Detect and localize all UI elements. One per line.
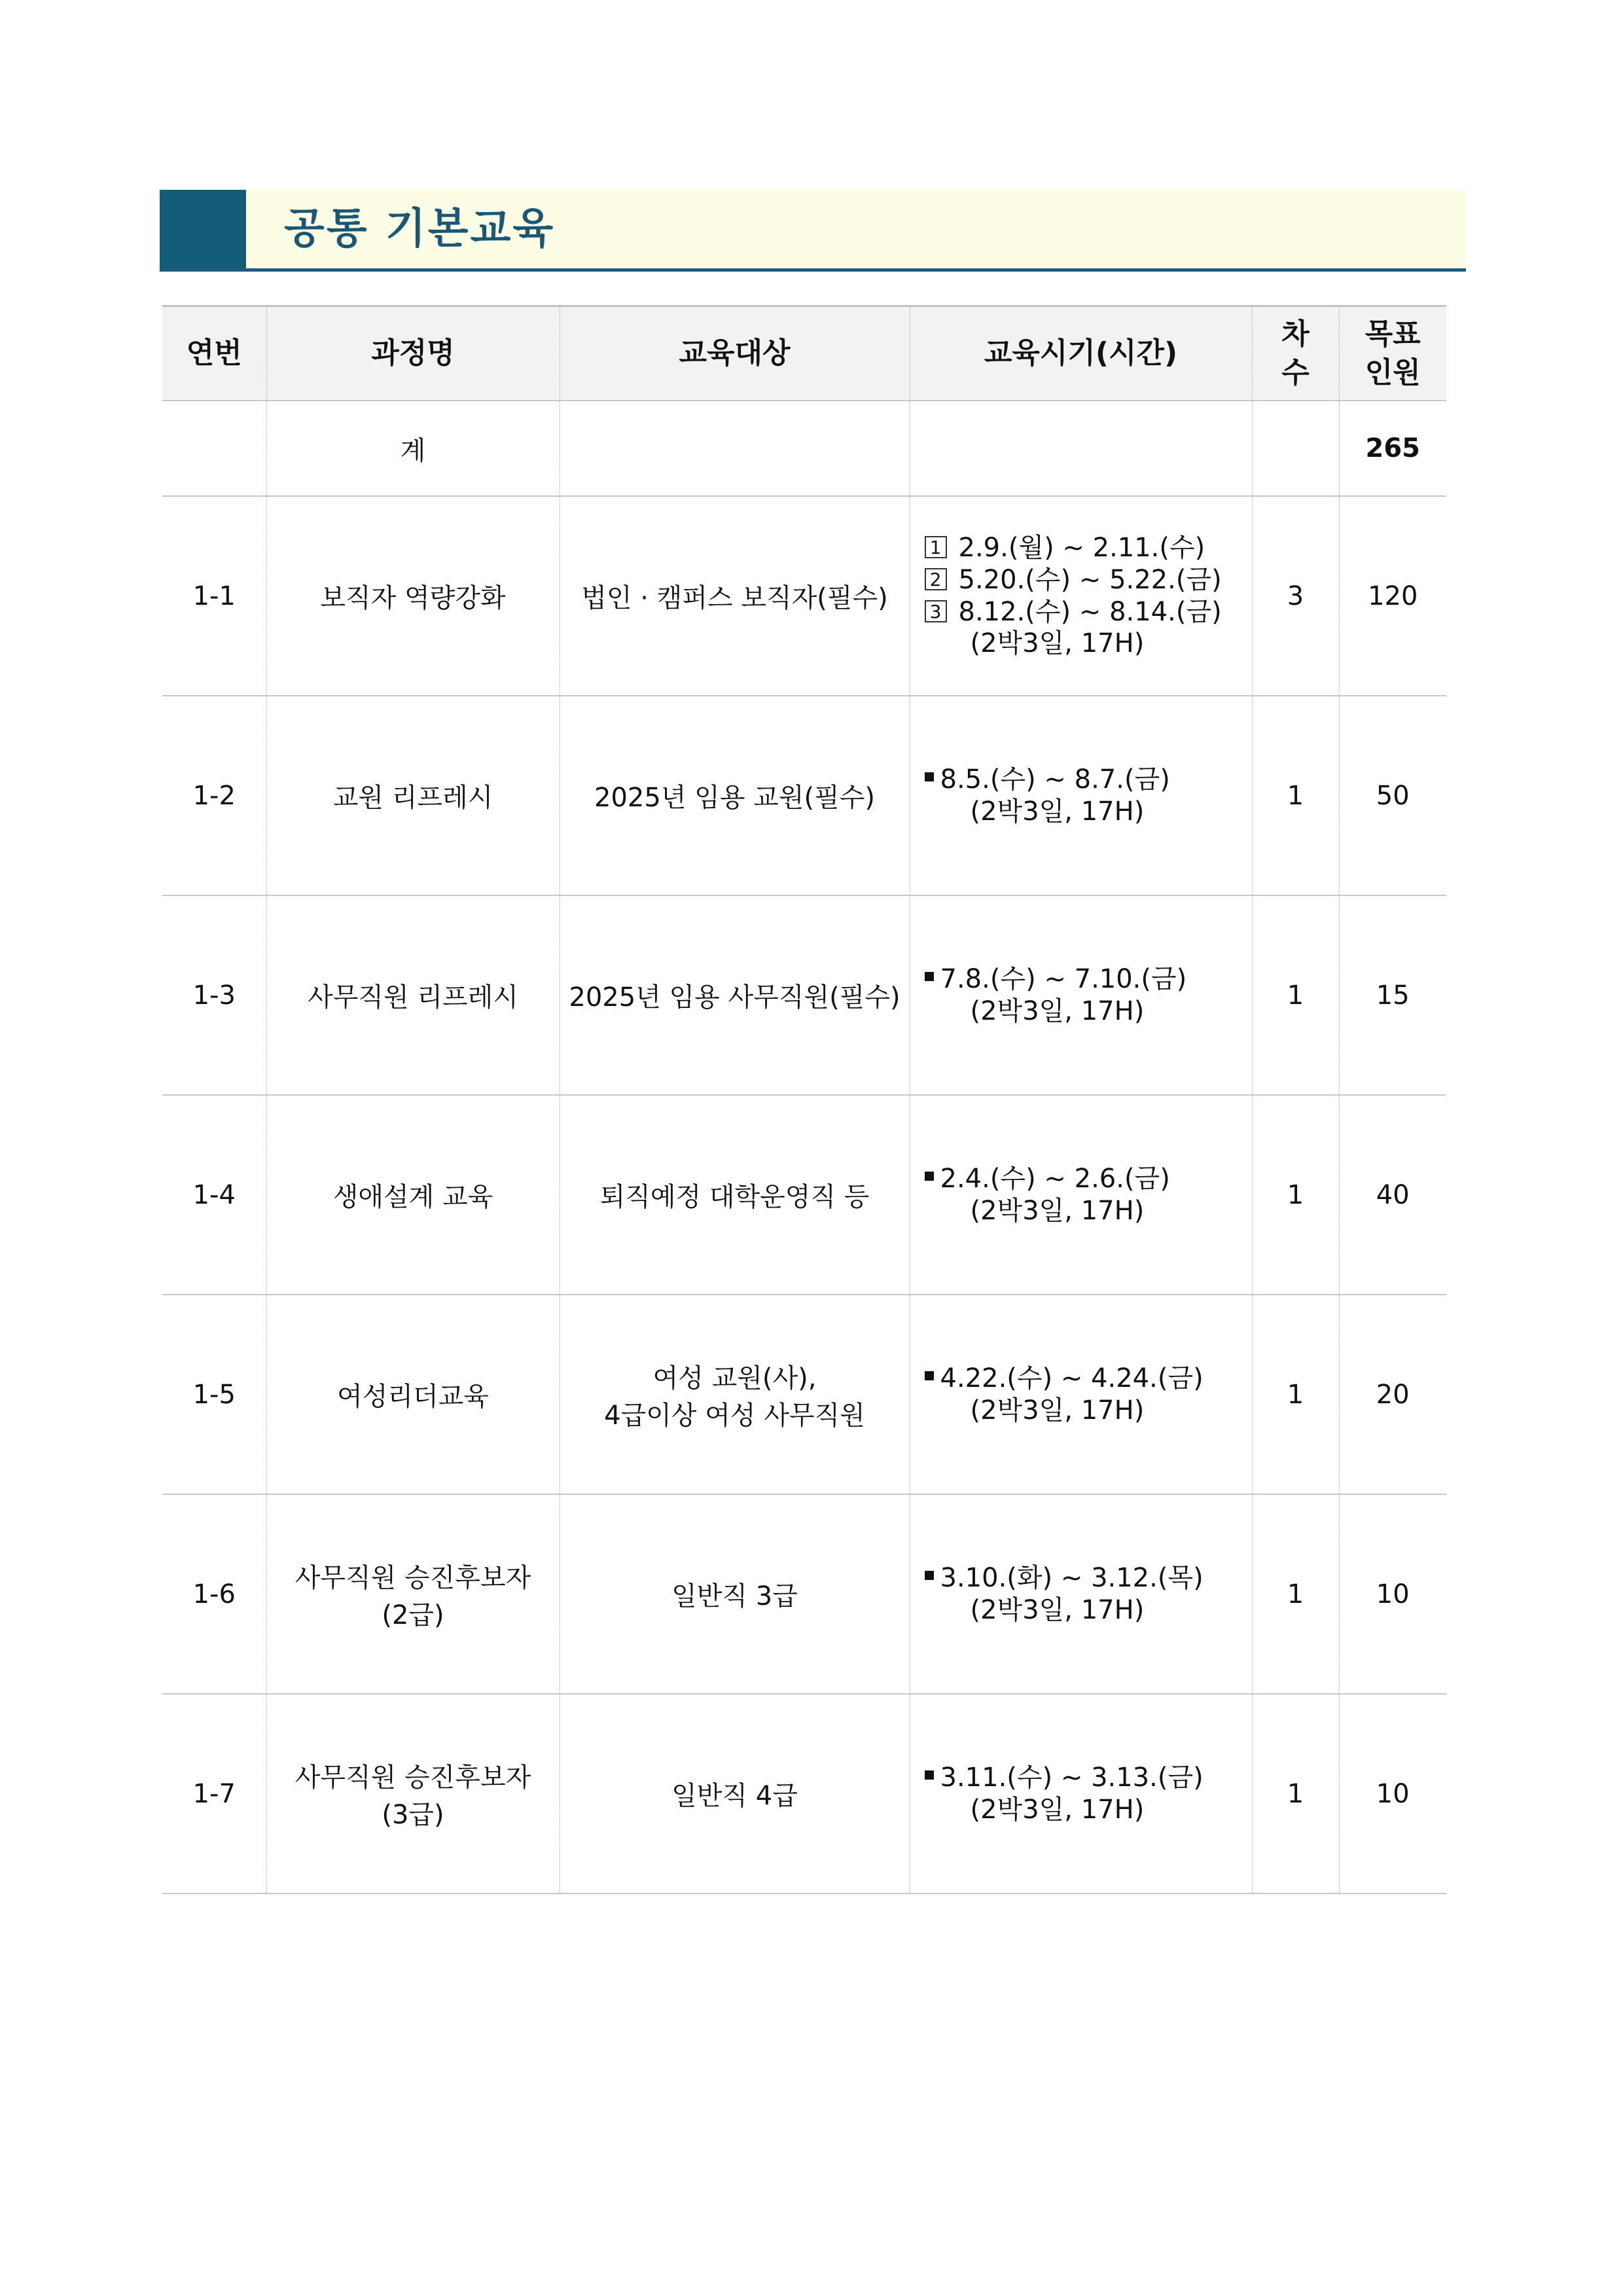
- rounds: 1: [1252, 696, 1339, 895]
- target: [560, 696, 910, 895]
- schedule-line: [925, 564, 1252, 596]
- total-no-cell: [162, 401, 266, 496]
- table-row: [162, 696, 1446, 895]
- square-bullet-icon: [925, 1371, 934, 1380]
- square-bullet-icon: [925, 1571, 934, 1580]
- goal: 120: [1339, 496, 1446, 696]
- number-box-icon: 3: [925, 600, 947, 622]
- header-rounds: [1252, 306, 1339, 401]
- schedule-duration: (2박3일, 17H): [970, 1794, 1145, 1825]
- schedule-duration: (2박3일, 17H): [970, 1594, 1145, 1625]
- header-goal-line1: 목표: [1364, 317, 1421, 351]
- title-accent-block: [160, 190, 246, 268]
- schedule-cell: [910, 1295, 1252, 1494]
- total-target-cell: [560, 401, 910, 496]
- schedule-dates: 8.12.(수) ~ 8.14.(금): [958, 596, 1222, 627]
- section-title-bar: [160, 190, 1466, 272]
- schedule-cell: [910, 696, 1252, 895]
- schedule-line: [925, 596, 1252, 628]
- rounds: 3: [1252, 496, 1339, 696]
- schedule-cell: [910, 1694, 1252, 1893]
- rounds: 1: [1252, 1095, 1339, 1295]
- table-row: [162, 1095, 1446, 1295]
- target: [560, 1494, 910, 1694]
- row-no: 1-2: [162, 696, 266, 895]
- square-bullet-icon: [925, 1172, 934, 1181]
- table-header-row: [162, 306, 1446, 401]
- row-no: 1-7: [162, 1694, 266, 1893]
- goal: 10: [1339, 1494, 1446, 1694]
- schedule-dates: 3.11.(수) ~ 3.13.(금): [940, 1762, 1204, 1793]
- schedule-dates: 2.9.(월) ~ 2.11.(수): [958, 532, 1205, 563]
- course-name: [266, 1095, 560, 1295]
- course-name-line1: 교원 리프레시: [332, 783, 493, 813]
- goal: 10: [1339, 1694, 1446, 1893]
- schedule-dates: 2.4.(수) ~ 2.6.(금): [940, 1163, 1170, 1194]
- table-row: [162, 1295, 1446, 1494]
- target: [560, 1095, 910, 1295]
- target: [560, 1694, 910, 1893]
- schedule-dates: 8.5.(수) ~ 8.7.(금): [940, 764, 1170, 795]
- course-name-line1: 여성리더교육: [337, 1382, 489, 1412]
- course-name: [266, 1694, 560, 1893]
- schedule-duration: (2박3일, 17H): [970, 1395, 1145, 1426]
- schedule-duration: (2박3일, 17H): [970, 628, 1145, 659]
- schedule-dates: 7.8.(수) ~ 7.10.(금): [940, 963, 1187, 994]
- header-period: 교육시기(시간): [910, 306, 1252, 401]
- target-line1: 일반직 3급: [671, 1581, 798, 1611]
- schedule-duration: (2박3일, 17H): [970, 796, 1145, 827]
- schedule-dates: 3.10.(화) ~ 3.12.(목): [940, 1562, 1204, 1593]
- target: [560, 895, 910, 1095]
- schedule-line: [925, 764, 1252, 796]
- course-name: [266, 1295, 560, 1494]
- course-name: [266, 496, 560, 696]
- table-row: [162, 895, 1446, 1095]
- course-name: [266, 696, 560, 895]
- total-period-cell: [910, 401, 1252, 496]
- square-bullet-icon: [925, 972, 934, 981]
- goal: 50: [1339, 696, 1446, 895]
- target-line1: 여성 교원(사),: [652, 1363, 817, 1393]
- total-value: 265: [1339, 401, 1446, 496]
- header-rounds-line1: 차: [1281, 317, 1310, 351]
- course-name-line1: 보직자 역량강화: [320, 583, 506, 613]
- schedule-line: [925, 1762, 1252, 1794]
- header-target: 교육대상: [560, 306, 910, 401]
- schedule-duration: (2박3일, 17H): [970, 996, 1145, 1026]
- table-row: [162, 1694, 1446, 1893]
- header-goal-line2: 인원: [1364, 356, 1421, 389]
- row-no: 1-6: [162, 1494, 266, 1694]
- target: [560, 496, 910, 696]
- row-no: 1-4: [162, 1095, 266, 1295]
- course-name-line1: 사무직원 승진후보자: [294, 1562, 531, 1593]
- schedule-line: [925, 1163, 1252, 1195]
- schedule-line: [925, 532, 1252, 564]
- total-label: 계: [266, 401, 560, 496]
- target-line1: 법인 · 캠퍼스 보직자(필수): [581, 583, 888, 613]
- goal: 20: [1339, 1295, 1446, 1494]
- row-no: 1-3: [162, 895, 266, 1095]
- schedule-cell: [910, 895, 1252, 1095]
- rounds: 1: [1252, 895, 1339, 1095]
- goal: 15: [1339, 895, 1446, 1095]
- course-name-line1: 생애설계 교육: [332, 1182, 493, 1212]
- schedule-dates: 4.22.(수) ~ 4.24.(금): [940, 1363, 1204, 1393]
- course-name: [266, 895, 560, 1095]
- rounds: 1: [1252, 1694, 1339, 1893]
- target-line2: 4급이상 여성 사무직원: [604, 1400, 865, 1431]
- target-line1: 퇴직예정 대학운영직 등: [599, 1182, 870, 1212]
- table-row: [162, 496, 1446, 696]
- row-no: 1-5: [162, 1295, 266, 1494]
- target: [560, 1295, 910, 1494]
- number-box-icon: 2: [925, 568, 947, 590]
- schedule-cell: [910, 1095, 1252, 1295]
- rounds: 1: [1252, 1494, 1339, 1694]
- row-no: 1-1: [162, 496, 266, 696]
- number-box-icon: 1: [925, 536, 947, 558]
- goal: 40: [1339, 1095, 1446, 1295]
- course-name-line2: (3급): [382, 1799, 444, 1830]
- square-bullet-icon: [925, 772, 934, 781]
- schedule-line: [925, 1562, 1252, 1594]
- total-rounds-cell: [1252, 401, 1339, 496]
- table-row: [162, 1494, 1446, 1694]
- rounds: 1: [1252, 1295, 1339, 1494]
- schedule-cell: [910, 1494, 1252, 1694]
- course-name: [266, 1494, 560, 1694]
- schedule-line: [925, 963, 1252, 996]
- header-rounds-line2: 수: [1281, 356, 1310, 389]
- header-no: 연번: [162, 306, 266, 401]
- course-name-line1: 사무직원 승진후보자: [294, 1762, 531, 1793]
- target-line1: 2025년 임용 교원(필수): [594, 783, 875, 813]
- target-line1: 일반직 4급: [671, 1781, 798, 1811]
- schedule-cell: [910, 496, 1252, 696]
- schedule-line: [925, 1363, 1252, 1395]
- training-schedule-table: [162, 305, 1446, 1894]
- section-title: 공통 기본교육: [284, 205, 556, 253]
- header-goal: [1339, 306, 1446, 401]
- course-name-line1: 사무직원 리프레시: [308, 982, 518, 1013]
- schedule-dates: 5.20.(수) ~ 5.22.(금): [958, 564, 1222, 595]
- schedule-duration: (2박3일, 17H): [970, 1195, 1145, 1226]
- target-line1: 2025년 임용 사무직원(필수): [569, 982, 901, 1013]
- course-name-line2: (2급): [382, 1600, 444, 1630]
- square-bullet-icon: [925, 1770, 934, 1780]
- header-course: 과정명: [266, 306, 560, 401]
- total-row: [162, 401, 1446, 496]
